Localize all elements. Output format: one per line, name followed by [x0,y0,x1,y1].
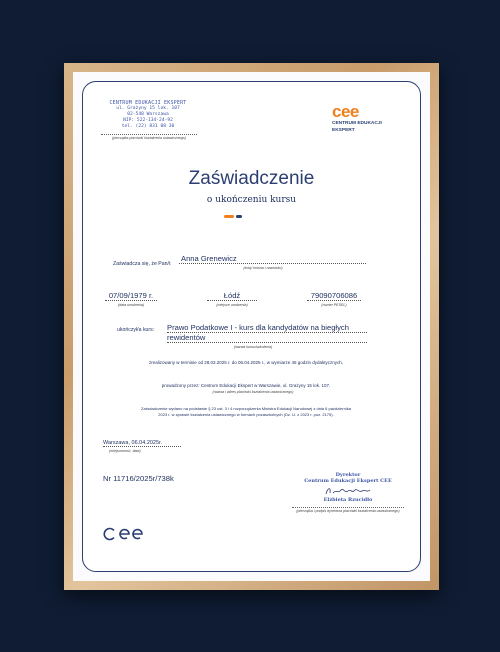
birth-place: Łódź [207,291,257,301]
director-name: Elżbieta Rzucidło [323,497,373,503]
stamp-caption: (pieczątka placówki kształcenia ustawicznego) [101,134,197,140]
issue-caption: (miejscowość, data) [109,449,141,453]
director-signature-block [292,472,404,513]
logo-line: CENTRUM EDUKACJI [332,121,382,126]
pesel: 79090706086 [307,291,361,301]
legal-basis [99,406,393,418]
legal-line: 2023 r. w sprawie kształcenia ustawicznego w formach pozaszkolnych (Dz. U. z 2023 r. poz. 2175). [158,412,334,417]
frame-mat [73,72,430,581]
school-stamp [103,100,193,130]
person-name: Anna Grenewicz [179,254,366,264]
course-name-line: rewidentów [167,333,367,343]
stamp-line: ul. Grażyny 15 lok. 107 [116,106,180,111]
birth-date: 07/09/1979 r. [105,291,157,301]
person-label: Zaświadcza się, że Pan/i: [113,261,172,267]
director-title: Dyrektor [335,472,361,478]
cee-logo [332,104,402,133]
course-organizer: prowadzony przez: Centrum Edukacji Ekspert w Warszawie, ul. Grażyny 15 lok. 107. [161,383,331,388]
course-term: zrealizowany w terminie od 28.03.2025 r. do 06.04.2025 r., w wymiarze 45 godzin dydaktycznych, [148,360,344,365]
stamp-line: tel. (22) 831 08 30 [121,124,175,129]
stamp-line: 02-548 Warszawa [127,112,169,117]
course-label: ukończył/a kurs: [117,327,155,333]
course-caption: (nazwa kursu/szkolenia) [233,345,273,349]
navy-dash [236,215,242,218]
picture-frame [64,63,439,590]
certificate-subtitle: o ukończeniu kursu [206,195,297,205]
logo-line: EKSPERT [332,127,355,133]
decorative-dashes [224,215,242,219]
organizer-caption: (nazwa i adres placówki kształcenia ustawicznego) [212,390,294,394]
name-caption: (imię/ imiona i nazwisko) [243,266,283,270]
certificate [82,81,421,572]
signature-caption: (pieczątka i podpis dyrektora placówki kształcenia ustawicznego) [292,507,404,513]
certificate-number: Nr 11716/2025r/738k [103,474,174,483]
legal-line: Zaświadczenie wydano na podstawie § 23 ust. 3 i 4 rozporządzenia Ministra Edukacji Narodowej z dnia 6 października [141,406,351,411]
stamp-name: CENTRUM EDUKACJI EKSPERT [109,100,187,106]
director-title: Centrum Edukacji Ekspert CEE [304,478,392,484]
birth-date-caption: (data urodzenia) [117,303,145,307]
cee-outline-logo-icon [103,527,145,541]
certificate-title: Zaświadczenie [188,168,315,189]
handwritten-signature-icon [323,485,373,497]
logo-word: cee [332,102,359,121]
birth-place-caption: (miejsce urodzenia) [216,303,248,307]
course-name-line: Prawo Podatkowe I - kurs dla kandydatów na biegłych [167,323,367,333]
orange-dash [224,215,234,218]
stamp-line: NIP: 522-134-24-92 [123,118,173,123]
issue-place-date: Warszawa, 06.04.2025r. [103,440,181,447]
pesel-caption: (numer PESEL) [321,303,347,307]
course-name [167,323,367,343]
